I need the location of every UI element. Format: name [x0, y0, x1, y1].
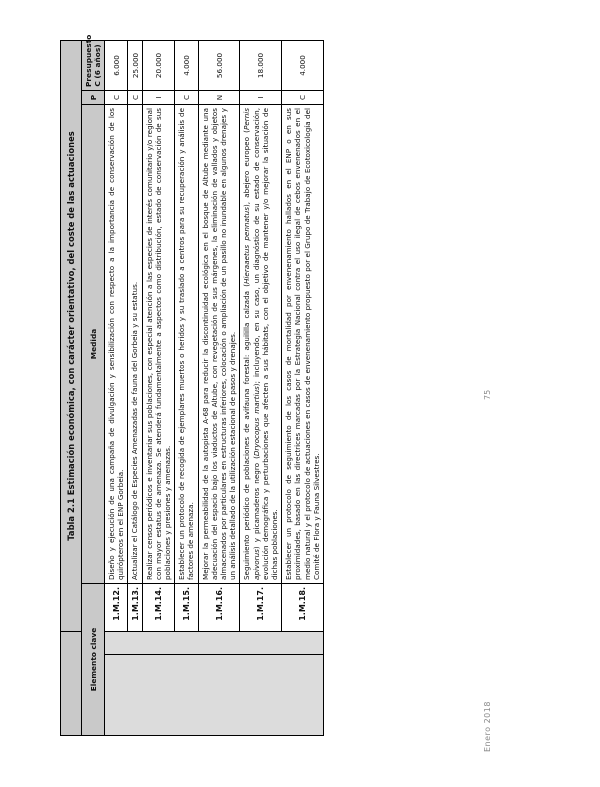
- desc-text: ) y picamaderos negro (: [251, 456, 261, 550]
- table-row: [105, 40, 128, 735]
- row-priority: C: [128, 91, 142, 105]
- header-budget: Presupuesto C (6 años): [82, 40, 105, 90]
- row-code: 1.M.16.: [198, 584, 240, 632]
- table-title: Tabla 2.1 Estimación económica, con carácter orientativo, del coste de las actuaciones: [61, 40, 82, 631]
- header-element-clave: Elemento clave: [82, 584, 105, 736]
- row-cost: 6.000: [105, 40, 128, 90]
- row-cost: 25.000: [128, 40, 142, 90]
- row-description: Actualizar el Catálogo de Especies Amenazadas de fauna del Gorbeia y su estatus.: [128, 105, 142, 584]
- row-description: Mejorar la permeabilidad de la autopista A-68 para reducir la discontinuidad ecológica en el bosque de Altube mediante una adecuación del espacio bajo los viaductos de Altube, con revegetación de sus márgenes, la eliminación de vallados y objetos almacenados por particulares en estructuras inferiores, colocación o ampliación de un pasillo no inundable en algunos drenajes y un análisis detallado de la utilización estacional de pasos y drenajes.: [198, 105, 240, 584]
- species-name: Dryocopus martius: [251, 386, 261, 457]
- rotated-page-content: [20, 34, 580, 752]
- row-code: 1.M.15.: [175, 584, 198, 632]
- table-row: [198, 40, 240, 735]
- title-spacer: [61, 632, 82, 736]
- row-description: Diseño y ejecución de una campaña de divulgación y sensibilización con respecto a la importancia de conservación de los quirópteros en el ENP Gorbeia.: [105, 105, 128, 584]
- desc-text: ), abejero europeo (: [242, 130, 252, 208]
- row-priority: C: [175, 91, 198, 105]
- row-cost: 20.000: [142, 40, 175, 90]
- row-description: [240, 105, 282, 584]
- empty-element-column: [105, 655, 324, 736]
- row-code: 1.M.12.: [105, 584, 128, 632]
- header-medida: Medida: [82, 105, 105, 584]
- table-row: [142, 40, 175, 735]
- row-priority: I: [142, 91, 175, 105]
- desc-text: ); incluyendo, en su caso, un diagnóstico de su estado de conservación, evolución demográfica y perturbaciones que afecten a sus hábitats, con el objetivo de mantener y/o mejorar la situación de dichas poblaciones.: [251, 108, 280, 580]
- table-row: [128, 40, 142, 735]
- row-cost: 4.000: [175, 40, 198, 90]
- table-title-row: [61, 40, 82, 735]
- row-code: 1.M.13.: [128, 584, 142, 632]
- row-priority: I: [240, 91, 282, 105]
- row-priority: N: [198, 91, 240, 105]
- row-code: 1.M.14.: [142, 584, 175, 632]
- row-description: Realizar censos periódicos e inventariar sus poblaciones, con especial atención a las especies de interés comunitario y/o regional con mayor estatus de amenaza. Se atenderá fundamentalmente a aspectos como distribución, estado de conservación de sus poblaciones y presiones y amenazas.: [142, 105, 175, 584]
- species-name: Pernis apivorus: [242, 108, 261, 580]
- row-cost: 18.000: [240, 40, 282, 90]
- footer-date: Enero 2018: [483, 701, 492, 752]
- row-code: 1.M.17.: [240, 584, 282, 632]
- cost-estimate-table: [60, 34, 324, 736]
- table-row: [240, 40, 282, 735]
- footer-page-number: 75: [483, 389, 492, 400]
- row-description: Establecer un protocolo de seguimiento de los casos de mortalidad por envenenamiento hallados en el ENP o en sus proximidades, basado en las directrices marcadas por la Estrategia Nacional contra el uso ilegal de cebos envenenados en el medio natural y el protocolo de actuaciones en casos de envenenamiento propuesto por el Grupo de Trabajo de Ecotoxicología del Comité de Flora y Fauna Silvestres.: [282, 105, 324, 584]
- empty-element-subcolumn: [105, 632, 324, 655]
- row-cost: 56.000: [198, 40, 240, 90]
- desc-text: Seguimiento periódico de poblaciones de avifauna forestal: aguililla calzada (: [242, 283, 252, 580]
- header-priority: P: [82, 91, 105, 105]
- table-row: [282, 40, 324, 735]
- row-description: Establecer un protocolo de recogida de ejemplares muertos o heridos y su traslado a centros para su recuperación y análisis de factores de amenaza.: [175, 105, 198, 584]
- table-header-row: [82, 40, 105, 735]
- row-priority: C: [282, 91, 324, 105]
- table-row: [175, 40, 198, 735]
- row-cost: 4.000: [282, 40, 324, 90]
- species-name: Hieraaetus pennatus: [242, 207, 252, 284]
- row-priority: C: [105, 91, 128, 105]
- row-code: 1.M.18.: [282, 584, 324, 632]
